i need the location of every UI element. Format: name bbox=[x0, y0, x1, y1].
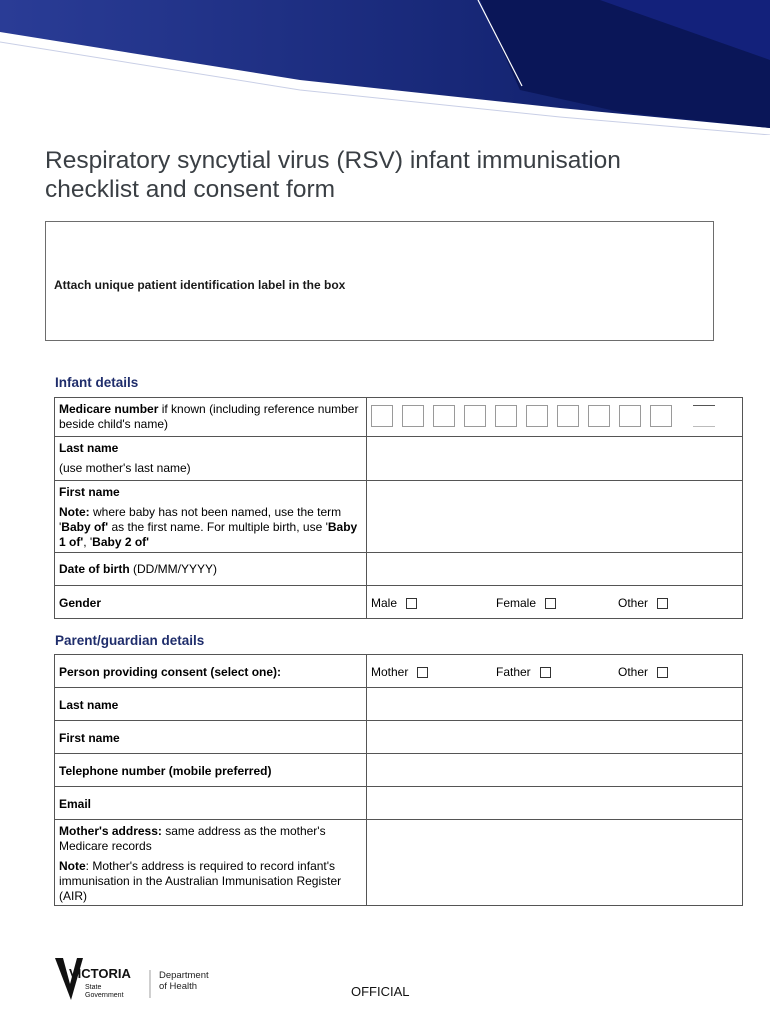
address-input[interactable] bbox=[367, 820, 743, 906]
medicare-digit-box[interactable] bbox=[371, 405, 393, 427]
parent-first-name-input[interactable] bbox=[367, 721, 743, 754]
patient-label-instruction: Attach unique patient identification label in the box bbox=[54, 278, 346, 292]
address-row bbox=[55, 820, 743, 906]
dob-label: Date of birth (DD/MM/YYYY) bbox=[55, 553, 367, 586]
consent-label: Person providing consent (select one): bbox=[55, 655, 367, 688]
medicare-row bbox=[55, 398, 743, 437]
page-title bbox=[45, 146, 725, 204]
victoria-government-logo bbox=[55, 956, 235, 1006]
infant-first-name-input[interactable] bbox=[367, 481, 743, 553]
gender-option-female[interactable]: Female bbox=[496, 596, 618, 611]
infant-section-title: Infant details bbox=[55, 375, 139, 390]
title-line-1: Respiratory syncytial virus (RSV) infant immunisation bbox=[45, 147, 621, 174]
checkbox-icon[interactable] bbox=[406, 598, 417, 609]
logo-dept-line1: Department bbox=[159, 970, 209, 981]
medicare-digit-box[interactable] bbox=[495, 405, 517, 427]
medicare-digit-box[interactable] bbox=[402, 405, 424, 427]
checkbox-icon[interactable] bbox=[657, 667, 668, 678]
checkbox-icon[interactable] bbox=[657, 598, 668, 609]
logo-word: VICTORIA bbox=[69, 966, 131, 981]
patient-label-box[interactable] bbox=[45, 221, 714, 341]
medicare-digit-box[interactable] bbox=[433, 405, 455, 427]
infant-first-name-label: First name Note: where baby has not been named, use the term 'Baby of' as the first name. For multiple birth, use 'Baby 1 of', 'Baby 2 of' bbox=[55, 481, 367, 553]
parent-last-name-label: Last name bbox=[55, 688, 367, 721]
email-label: Email bbox=[55, 787, 367, 820]
gender-options bbox=[367, 586, 743, 619]
medicare-label: Medicare number if known (including reference number beside child's name) bbox=[55, 398, 367, 437]
dob-row bbox=[55, 553, 743, 586]
telephone-input[interactable] bbox=[367, 754, 743, 787]
infant-last-name-input[interactable] bbox=[367, 437, 743, 481]
consent-options bbox=[367, 655, 743, 688]
gender-option-other[interactable]: Other bbox=[618, 596, 668, 611]
gender-row bbox=[55, 586, 743, 619]
email-input[interactable] bbox=[367, 787, 743, 820]
infant-last-name-row bbox=[55, 437, 743, 481]
telephone-label: Telephone number (mobile preferred) bbox=[55, 754, 367, 787]
logo-dept-line2: of Health bbox=[159, 981, 198, 992]
address-label: Mother's address: same address as the mother's Medicare records Note: Mother's address is required to record infant's immunisation in the Australian Immunisation Register (AIR) bbox=[55, 820, 367, 906]
consent-option-father[interactable]: Father bbox=[496, 665, 618, 680]
medicare-digit-box[interactable] bbox=[526, 405, 548, 427]
consent-row bbox=[55, 655, 743, 688]
medicare-digit-box[interactable] bbox=[588, 405, 610, 427]
checkbox-icon[interactable] bbox=[540, 667, 551, 678]
parent-section-title: Parent/guardian details bbox=[55, 633, 205, 648]
email-row bbox=[55, 787, 743, 820]
medicare-digit-box[interactable] bbox=[650, 405, 672, 427]
consent-option-mother[interactable]: Mother bbox=[371, 665, 496, 680]
medicare-reference-box[interactable] bbox=[693, 405, 715, 427]
medicare-digit-box[interactable] bbox=[557, 405, 579, 427]
dob-input[interactable] bbox=[367, 553, 743, 586]
infant-details-table bbox=[54, 397, 743, 619]
medicare-input[interactable] bbox=[367, 398, 743, 437]
parent-last-name-row bbox=[55, 688, 743, 721]
gender-option-male[interactable]: Male bbox=[371, 596, 496, 611]
logo-sub-state: State bbox=[85, 984, 102, 991]
infant-last-name-label: Last name (use mother's last name) bbox=[55, 437, 367, 481]
gender-label: Gender bbox=[55, 586, 367, 619]
parent-last-name-input[interactable] bbox=[367, 688, 743, 721]
infant-first-name-row bbox=[55, 481, 743, 553]
parent-details-table bbox=[54, 654, 743, 906]
checkbox-icon[interactable] bbox=[417, 667, 428, 678]
logo-sub-government: Government bbox=[85, 992, 124, 999]
checkbox-icon[interactable] bbox=[545, 598, 556, 609]
header-banner bbox=[0, 0, 770, 135]
consent-option-other[interactable]: Other bbox=[618, 665, 668, 680]
parent-first-name-label: First name bbox=[55, 721, 367, 754]
medicare-digit-box[interactable] bbox=[619, 405, 641, 427]
medicare-digit-box[interactable] bbox=[464, 405, 486, 427]
telephone-row bbox=[55, 754, 743, 787]
title-line-2: checklist and consent form bbox=[45, 176, 336, 203]
parent-first-name-row bbox=[55, 721, 743, 754]
classification-label: OFFICIAL bbox=[351, 984, 410, 999]
